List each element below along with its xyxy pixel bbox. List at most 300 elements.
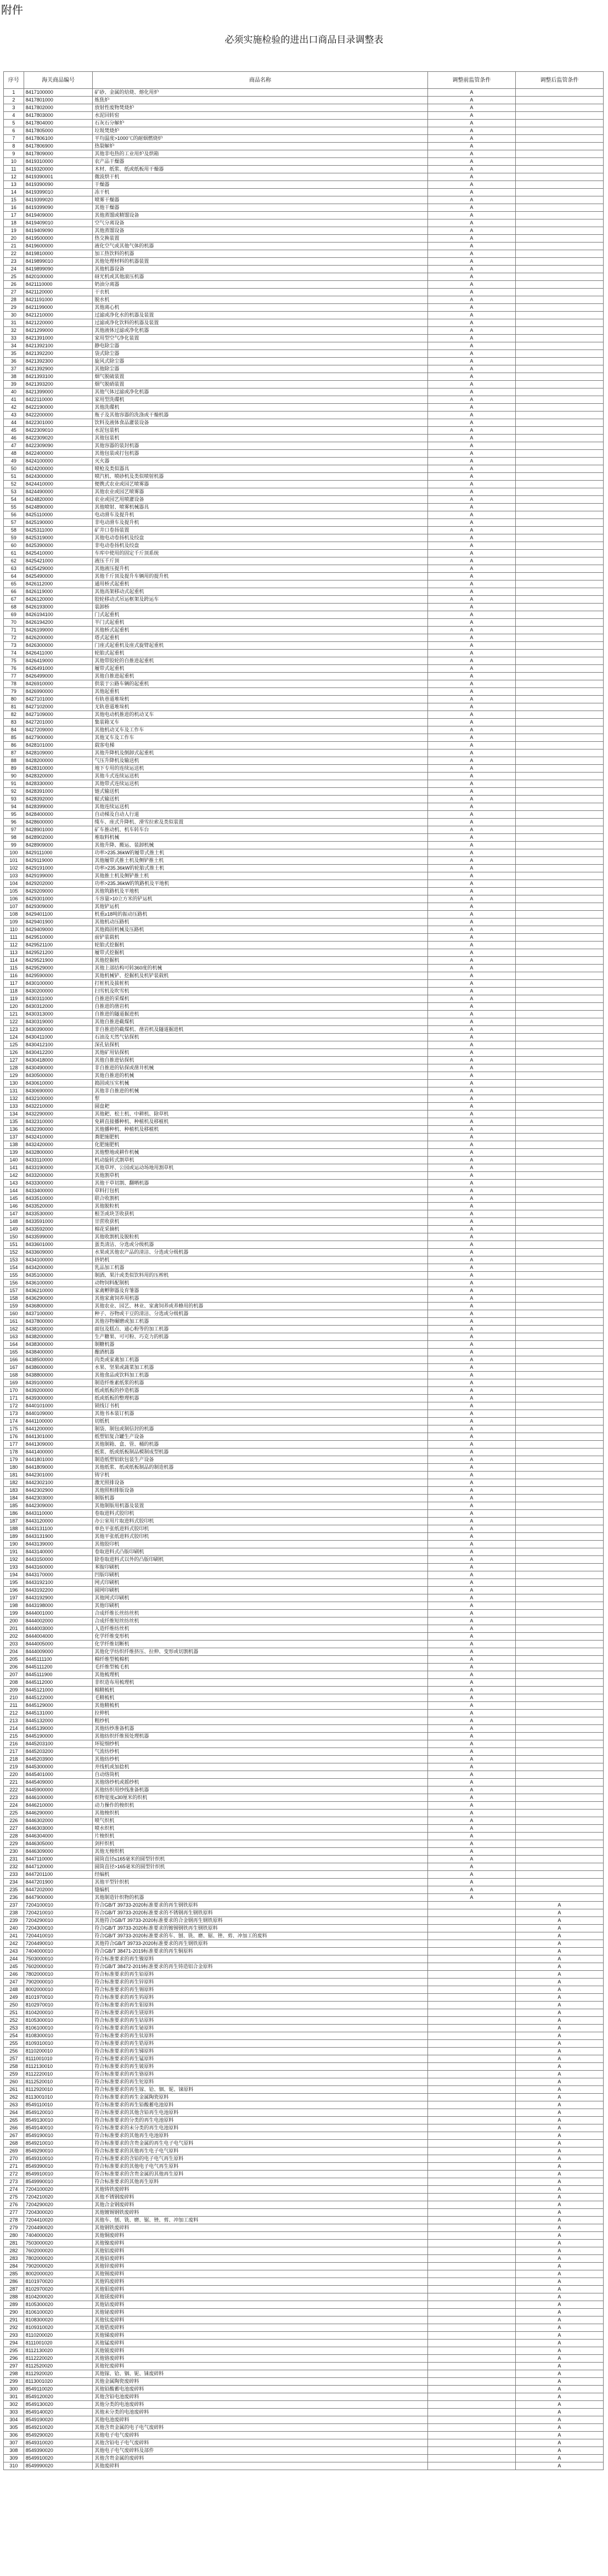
row-after: A: [515, 2032, 603, 2040]
row-name: 门座式起重机及座式旋臂起重机: [93, 642, 427, 650]
row-name: 其他包装或打包机器: [93, 450, 427, 458]
table-row: [4, 1111, 604, 1118]
row-after: [515, 273, 603, 281]
row-name: 酿酒机器: [93, 1349, 427, 1356]
table-row: [4, 181, 604, 189]
row-index: 169: [4, 1379, 24, 1387]
row-index: 246: [4, 1971, 24, 1978]
table-row: [4, 942, 604, 949]
row-name: 制袋、制包或制信封的机器: [93, 1425, 427, 1433]
row-name: 符合标准要求的其他再生电子电气原料: [93, 2147, 427, 2155]
row-index: 76: [4, 665, 24, 673]
row-name: 功率>235.36kW的筑路机及平地机: [93, 880, 427, 888]
row-index: 187: [4, 1518, 24, 1525]
table-row: [4, 1786, 604, 1794]
row-before: [427, 2009, 515, 2017]
row-index: 310: [4, 2462, 24, 2470]
table-row: [4, 1840, 604, 1848]
row-code: 8549910020: [24, 2455, 93, 2462]
row-code: 8429301000: [24, 895, 93, 903]
row-index: 67: [4, 596, 24, 604]
row-before: A: [427, 127, 515, 135]
row-before: [427, 2086, 515, 2094]
row-index: 13: [4, 181, 24, 189]
row-code: 7204410010: [24, 1932, 93, 1940]
row-index: 93: [4, 796, 24, 803]
row-code: 8439200000: [24, 1387, 93, 1395]
table-row: [4, 1341, 604, 1349]
row-code: 7802000010: [24, 1971, 93, 1978]
table-row: [4, 2232, 604, 2240]
row-index: 261: [4, 2086, 24, 2094]
row-code: 8443160000: [24, 1564, 93, 1571]
row-code: 8425190000: [24, 519, 93, 527]
row-code: 8419899010: [24, 258, 93, 266]
header-index: 序号: [4, 72, 24, 89]
row-after: [515, 688, 603, 696]
row-code: 8421391000: [24, 335, 93, 342]
row-name: 炼焦炉: [93, 97, 427, 104]
table-row: [4, 611, 604, 619]
row-code: 8442309000: [24, 1502, 93, 1510]
row-code: 8430313000: [24, 1011, 93, 1018]
row-index: 143: [4, 1180, 24, 1187]
row-code: 8549120020: [24, 2393, 93, 2401]
row-after: A: [515, 2378, 603, 2386]
row-name: 其他钛废碎料: [93, 2316, 427, 2324]
row-name: 其他符合GB/T 39733-2020标准要求的合金钢再生钢铁原料: [93, 1917, 427, 1925]
table-row: [4, 219, 604, 227]
row-before: A: [427, 1356, 515, 1364]
row-index: 122: [4, 1018, 24, 1026]
row-name: 其他自推进截煤机: [93, 1018, 427, 1026]
row-index: 94: [4, 803, 24, 811]
row-after: [515, 1210, 603, 1218]
row-before: A: [427, 726, 515, 734]
row-name: 合成纤维长丝纺丝机: [93, 1610, 427, 1617]
row-index: 151: [4, 1241, 24, 1249]
row-before: [427, 2209, 515, 2217]
row-index: 125: [4, 1041, 24, 1049]
row-code: 8424300000: [24, 473, 93, 481]
row-code: 8447202000: [24, 1886, 93, 1894]
table-row: [4, 2117, 604, 2124]
row-after: A: [515, 2401, 603, 2409]
row-index: 114: [4, 957, 24, 965]
row-before: A: [427, 258, 515, 266]
row-index: 86: [4, 742, 24, 749]
table-row: [4, 381, 604, 388]
row-index: 239: [4, 1917, 24, 1925]
table-row: [4, 1049, 604, 1057]
row-name: 矿车推动机、机车转车台: [93, 826, 427, 834]
row-name: 家禽孵卵器及育雏器: [93, 1287, 427, 1295]
row-name: 符合GB/T 39733-2020标准要求的不锈钢再生钢铁原料: [93, 1909, 427, 1917]
row-name: 其他镀锡钢铁废碎料: [93, 2209, 427, 2217]
row-after: [515, 1771, 603, 1779]
row-after: [515, 557, 603, 565]
row-code: 8442301000: [24, 1472, 93, 1479]
row-index: 253: [4, 2025, 24, 2032]
row-code: 8112220020: [24, 2355, 93, 2363]
table-row: [4, 1932, 604, 1940]
row-code: 8429309000: [24, 903, 93, 911]
row-before: A: [427, 1717, 515, 1725]
row-name: 其他千斤顶及提升车辆用的提升机: [93, 573, 427, 580]
table-row: [4, 365, 604, 373]
row-before: [427, 2040, 515, 2048]
row-before: A: [427, 1848, 515, 1856]
row-index: 166: [4, 1356, 24, 1364]
row-code: 8433300000: [24, 1180, 93, 1187]
row-code: 8426199000: [24, 627, 93, 634]
row-after: [515, 903, 603, 911]
table-row: [4, 1541, 604, 1548]
table-row: [4, 1656, 604, 1664]
row-index: 19: [4, 227, 24, 235]
row-name: 其他钨废碎料: [93, 2278, 427, 2286]
row-code: 8433601000: [24, 1241, 93, 1249]
row-index: 111: [4, 934, 24, 942]
row-after: [515, 342, 603, 350]
row-code: 8422309090: [24, 442, 93, 450]
row-index: 260: [4, 2078, 24, 2086]
row-name: 家用型空气净化装置: [93, 335, 427, 342]
row-name: 气流纺纱机: [93, 1748, 427, 1756]
row-after: A: [515, 1940, 603, 1948]
row-name: 机重≥18吨的振动压路机: [93, 911, 427, 918]
table-row: [4, 1141, 604, 1149]
row-before: A: [427, 565, 515, 573]
row-after: [515, 895, 603, 903]
row-name: 其他电动卷扬机及绞盘: [93, 534, 427, 542]
row-before: A: [427, 1041, 515, 1049]
row-code: 8429401100: [24, 911, 93, 918]
table-row: [4, 1625, 604, 1633]
table-body: [4, 89, 604, 2470]
table-row: [4, 1664, 604, 1671]
row-after: A: [515, 1925, 603, 1932]
row-code: 8429529000: [24, 965, 93, 972]
row-before: A: [427, 373, 515, 381]
table-row: [4, 726, 604, 734]
row-index: 245: [4, 1963, 24, 1971]
row-before: A: [427, 1495, 515, 1502]
row-name: 热交换装置: [93, 235, 427, 243]
row-name: 其他除尘器: [93, 365, 427, 373]
row-index: 77: [4, 673, 24, 680]
row-code: 8433110000: [24, 1157, 93, 1164]
row-name: 纸塑铝复合罐生产设备: [93, 1433, 427, 1441]
row-before: A: [427, 289, 515, 296]
row-after: A: [515, 2109, 603, 2117]
row-after: [515, 235, 603, 243]
row-name: 苯胺印刷机: [93, 1564, 427, 1571]
row-after: [515, 1879, 603, 1886]
table-row: [4, 788, 604, 796]
row-index: 297: [4, 2363, 24, 2370]
row-index: 46: [4, 435, 24, 442]
table-row: [4, 1525, 604, 1533]
row-after: [515, 1034, 603, 1041]
row-after: [515, 181, 603, 189]
table-row: [4, 1687, 604, 1694]
table-row: [4, 2447, 604, 2455]
row-name: 农业或园艺用喷灌设备: [93, 496, 427, 504]
row-code: 8549210020: [24, 2424, 93, 2432]
row-after: [515, 534, 603, 542]
row-index: 132: [4, 1095, 24, 1103]
row-after: [515, 1226, 603, 1233]
row-index: 256: [4, 2048, 24, 2055]
row-name: 符合标准要求的分类的再生电池原料: [93, 2117, 427, 2124]
row-before: A: [427, 1579, 515, 1587]
table-row: [4, 435, 604, 442]
row-name: 其他叉车及工作车: [93, 734, 427, 742]
row-name: 水果、坚果或蔬菜加工机器: [93, 1364, 427, 1372]
row-before: [427, 2424, 515, 2432]
row-after: [515, 1602, 603, 1610]
table-row: [4, 2063, 604, 2071]
row-before: A: [427, 965, 515, 972]
row-before: A: [427, 89, 515, 97]
row-before: A: [427, 1548, 515, 1556]
row-name: 冻干机: [93, 189, 427, 196]
row-index: 65: [4, 580, 24, 588]
row-index: 192: [4, 1556, 24, 1564]
row-code: 8430390000: [24, 1026, 93, 1034]
row-before: [427, 2432, 515, 2439]
row-index: 90: [4, 773, 24, 780]
row-name: 除卷取进料式以外的凸版印刷机: [93, 1556, 427, 1564]
row-code: 8447110000: [24, 1856, 93, 1863]
row-after: A: [515, 2455, 603, 2462]
table-row: [4, 1387, 604, 1395]
table-row: [4, 1095, 604, 1103]
row-code: 8549140020: [24, 2409, 93, 2416]
row-index: 85: [4, 734, 24, 742]
row-name: 其他连续运送机: [93, 803, 427, 811]
row-name: 农产品干燥器: [93, 158, 427, 166]
row-before: A: [427, 1587, 515, 1594]
row-before: A: [427, 1195, 515, 1203]
row-index: 84: [4, 726, 24, 734]
table-row: [4, 2301, 604, 2309]
table-row: [4, 1894, 604, 1902]
row-before: A: [427, 949, 515, 957]
row-index: 78: [4, 680, 24, 688]
row-index: 170: [4, 1387, 24, 1395]
table-row: [4, 1794, 604, 1802]
table-row: [4, 273, 604, 281]
row-code: 8438200000: [24, 1333, 93, 1341]
table-row: [4, 2078, 604, 2086]
row-name: 联合收割机: [93, 1195, 427, 1203]
row-code: 8447120000: [24, 1863, 93, 1871]
table-row: [4, 703, 604, 711]
table-row: [4, 2224, 604, 2232]
row-before: A: [427, 519, 515, 527]
row-before: A: [427, 1564, 515, 1571]
row-before: [427, 2094, 515, 2101]
row-index: 251: [4, 2009, 24, 2017]
row-code: 8419810000: [24, 250, 93, 258]
row-index: 199: [4, 1610, 24, 1617]
row-index: 290: [4, 2309, 24, 2316]
table-row: [4, 281, 604, 289]
row-before: A: [427, 742, 515, 749]
row-after: [515, 1249, 603, 1256]
row-after: [515, 219, 603, 227]
row-code: 7204300010: [24, 1925, 93, 1932]
row-after: [515, 243, 603, 250]
row-code: 8443131900: [24, 1533, 93, 1541]
table-row: [4, 780, 604, 788]
row-before: A: [427, 1003, 515, 1011]
table-row: [4, 1003, 604, 1011]
row-before: A: [427, 673, 515, 680]
table-row: [4, 2032, 604, 2040]
row-code: 8419409000: [24, 212, 93, 219]
row-index: 54: [4, 496, 24, 504]
row-index: 180: [4, 1464, 24, 1472]
table-row: [4, 166, 604, 173]
row-code: 8430411000: [24, 1034, 93, 1041]
row-name: 人造纤维纺丝机: [93, 1625, 427, 1633]
row-after: [515, 1303, 603, 1310]
row-index: 144: [4, 1187, 24, 1195]
row-after: [515, 135, 603, 143]
row-name: 其他蒸馏或精馏设备: [93, 212, 427, 219]
table-row: [4, 2432, 604, 2439]
row-code: 8430610000: [24, 1080, 93, 1087]
row-after: [515, 1825, 603, 1833]
row-name: 甘蔗收获机: [93, 1218, 427, 1226]
row-after: [515, 1326, 603, 1333]
row-after: A: [515, 2301, 603, 2309]
table-row: [4, 1364, 604, 1372]
row-code: 8432310000: [24, 1118, 93, 1126]
row-code: 8439100000: [24, 1379, 93, 1387]
row-index: 203: [4, 1641, 24, 1648]
row-code: 8446309000: [24, 1848, 93, 1856]
row-name: 其他锰废碎料: [93, 2340, 427, 2347]
row-before: A: [427, 473, 515, 481]
row-code: 8446304000: [24, 1833, 93, 1840]
row-index: 53: [4, 488, 24, 496]
row-name: 化肥施肥机: [93, 1141, 427, 1149]
row-name: 符合标准要求的再生金属陶瓷原料: [93, 2094, 427, 2101]
row-name: 符合标准要求的再生锆原料: [93, 2040, 427, 2048]
row-after: [515, 173, 603, 181]
row-name: 其他铬废碎料: [93, 2355, 427, 2363]
row-name: 其他包装机: [93, 435, 427, 442]
row-before: A: [427, 1072, 515, 1080]
table-row: [4, 1318, 604, 1326]
row-before: A: [427, 158, 515, 166]
row-name: 其他无梭织机: [93, 1848, 427, 1856]
row-index: 291: [4, 2316, 24, 2324]
row-name: 符合标准要求的再生铋原料: [93, 2025, 427, 2032]
row-after: [515, 1149, 603, 1157]
row-index: 60: [4, 542, 24, 550]
row-name: 其他纺纱机: [93, 1756, 427, 1763]
row-before: A: [427, 281, 515, 289]
table-row: [4, 2270, 604, 2278]
row-before: A: [427, 642, 515, 650]
row-index: 136: [4, 1126, 24, 1134]
row-before: A: [427, 1464, 515, 1472]
row-name: 符合标准要求的其他含铅再生电池原料: [93, 2109, 427, 2117]
row-after: [515, 1395, 603, 1402]
row-code: 8445900000: [24, 1786, 93, 1794]
row-before: A: [427, 219, 515, 227]
row-index: 271: [4, 2163, 24, 2171]
row-after: [515, 1487, 603, 1495]
table-row: [4, 1464, 604, 1472]
row-name: 其他梳理机: [93, 1671, 427, 1679]
row-before: [427, 2032, 515, 2040]
row-name: 非自推进的截煤机、凿岩机及隧道掘进机: [93, 1026, 427, 1034]
row-code: 8419320000: [24, 166, 93, 173]
row-before: A: [427, 1187, 515, 1195]
row-after: [515, 1702, 603, 1710]
row-code: 8432100000: [24, 1095, 93, 1103]
row-after: [515, 796, 603, 803]
row-index: 279: [4, 2224, 24, 2232]
row-after: [515, 312, 603, 319]
table-row: [4, 1218, 604, 1226]
row-after: [515, 1364, 603, 1372]
row-index: 224: [4, 1802, 24, 1810]
row-before: A: [427, 688, 515, 696]
row-before: A: [427, 580, 515, 588]
row-code: 8443140000: [24, 1548, 93, 1556]
row-after: [515, 1625, 603, 1633]
table-row: [4, 880, 604, 888]
row-code: 8419390001: [24, 173, 93, 181]
row-after: [515, 857, 603, 865]
table-row: [4, 534, 604, 542]
table-row: [4, 2416, 604, 2424]
row-before: A: [427, 1448, 515, 1456]
row-index: 152: [4, 1249, 24, 1256]
row-after: [515, 1648, 603, 1656]
row-before: A: [427, 1418, 515, 1425]
row-index: 51: [4, 473, 24, 481]
row-name: 平均温度>1000℃的耐烟燃烧炉: [93, 135, 427, 143]
row-after: [515, 972, 603, 980]
row-code: 8417801000: [24, 97, 93, 104]
row-after: A: [515, 2363, 603, 2370]
row-code: 7204300020: [24, 2209, 93, 2217]
row-after: A: [515, 2324, 603, 2332]
row-index: 140: [4, 1157, 24, 1164]
row-name: 履带式挖掘机: [93, 949, 427, 957]
row-before: A: [427, 120, 515, 127]
row-name: 加工热饮料的机器: [93, 250, 427, 258]
row-after: [515, 757, 603, 765]
row-code: 8421110000: [24, 281, 93, 289]
row-name: 其他铝废碎料: [93, 2247, 427, 2255]
row-after: A: [515, 1909, 603, 1917]
table-row: [4, 173, 604, 181]
row-name: 家用型洗碟机: [93, 396, 427, 404]
row-name: 符合标准要求的其他电子电气再生原料: [93, 2163, 427, 2171]
row-index: 113: [4, 949, 24, 957]
row-code: 8447201900: [24, 1879, 93, 1886]
row-name: 自动梯及自动人行道: [93, 811, 427, 819]
